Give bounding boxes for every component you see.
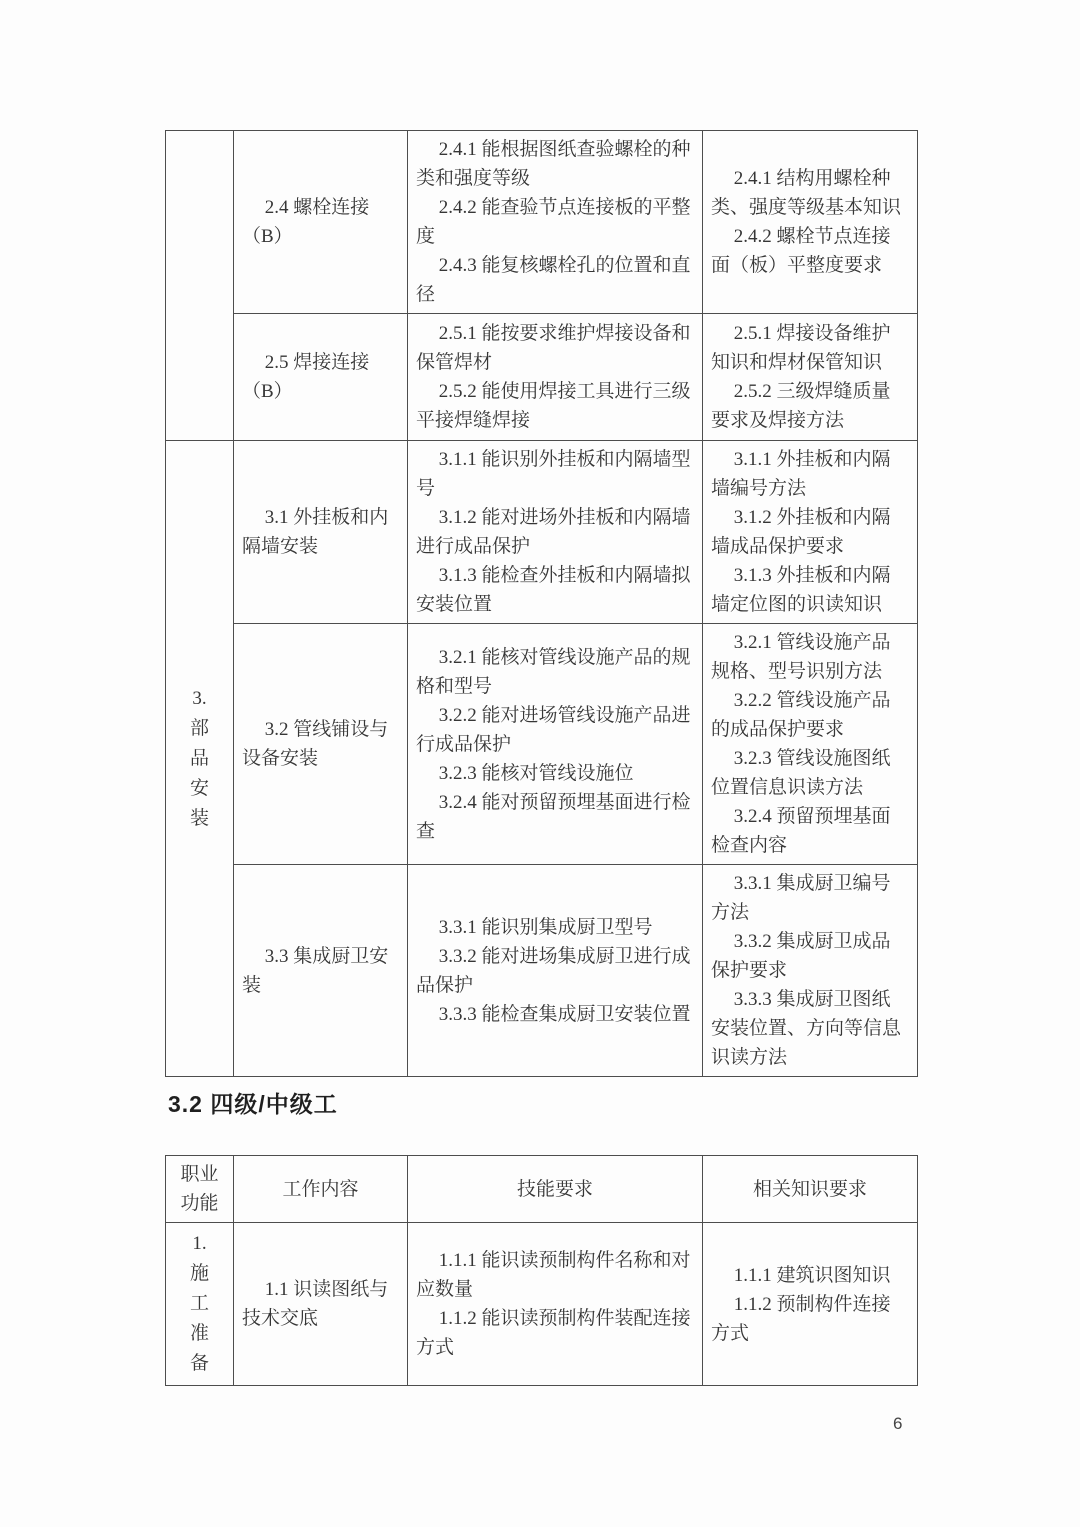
work-content-cell (234, 441, 408, 624)
knowledge-item: 3.1.1 外挂板和内隔墙编号方法 (711, 449, 891, 499)
knowledge-item: 3.2.4 预留预埋基面检查内容 (711, 806, 891, 856)
page-number: 6 (893, 1414, 903, 1433)
table-row (166, 624, 918, 865)
skill-item: 2.4.1 能根据图纸查验螺栓的种类和强度等级 (416, 139, 691, 189)
knowledge-item: 3.1.2 外挂板和内隔墙成品保护要求 (711, 507, 891, 557)
work-content-label: 3.2 管线铺设与设备安装 (242, 719, 389, 769)
knowledge-item: 2.4.2 螺栓节点连接面（板）平整度要求 (711, 226, 891, 276)
knowledge-requirements-cell (703, 1223, 918, 1386)
work-content-label: 3.3 集成厨卫安装 (242, 945, 389, 996)
function-label-char: 1. (192, 1233, 207, 1254)
skill-requirements-cell (408, 441, 703, 624)
table-level4-header (166, 1156, 918, 1223)
knowledge-item: 3.3.1 集成厨卫编号方法 (711, 873, 891, 923)
skill-item: 3.2.3 能核对管线设施位 (438, 762, 634, 784)
knowledge-requirements-cell (703, 131, 918, 314)
knowledge-item: 3.3.3 集成厨卫图纸安装位置、方向等信息识读方法 (711, 989, 902, 1068)
function-cell-continued (166, 131, 234, 441)
skill-requirements-cell (408, 624, 703, 865)
function-label-char: 备 (189, 1353, 209, 1374)
table-level4-body (166, 1223, 918, 1386)
skill-item: 3.1.3 能检查外挂板和内隔墙拟安装位置 (416, 565, 691, 615)
skill-item: 3.2.1 能核对管线设施产品的规格和型号 (416, 646, 691, 697)
skill-item: 1.1.1 能识读预制构件名称和对应数量 (416, 1250, 691, 1300)
function-label-char: 工 (189, 1293, 209, 1314)
table-row (166, 131, 918, 314)
skill-item: 2.4.2 能查验节点连接板的平整度 (416, 197, 691, 247)
knowledge-item: 1.1.1 建筑识图知识 (733, 1264, 891, 1286)
work-content-cell (234, 314, 408, 441)
knowledge-item: 1.1.2 预制构件连接方式 (711, 1293, 891, 1344)
work-content-label: 3.1 外挂板和内隔墙安装 (242, 507, 389, 557)
work-content-label: 1.1 识读图纸与技术交底 (242, 1279, 389, 1329)
table-row (166, 1223, 918, 1386)
knowledge-item: 3.2.2 管线设施产品的成品保护要求 (711, 690, 891, 740)
function-cell-component-installation (166, 441, 234, 1077)
skill-item: 2.5.2 能使用焊接工具进行三级平接焊缝焊接 (416, 381, 691, 431)
skill-requirements-cell (408, 865, 703, 1077)
work-content-cell (234, 1223, 408, 1386)
header-row (166, 1156, 918, 1223)
skill-item: 2.4.3 能复核螺栓孔的位置和直径 (416, 255, 691, 305)
knowledge-item: 2.5.1 焊接设备维护知识和焊材保管知识 (711, 323, 891, 373)
skill-item: 3.2.4 能对预留预埋基面进行检查 (416, 791, 691, 842)
skill-item: 3.1.2 能对进场外挂板和内隔墙进行成品保护 (416, 507, 691, 557)
function-label-char: 施 (189, 1263, 209, 1284)
col-header-knowledge-requirements: 相关知识要求 (703, 1156, 918, 1223)
skill-item: 3.3.3 能检查集成厨卫安装位置 (438, 1003, 691, 1025)
skill-item: 3.3.2 能对进场集成厨卫进行成品保护 (416, 945, 691, 996)
knowledge-requirements-cell (703, 441, 918, 624)
section-heading: 3.2 四级/中级工 (168, 1091, 338, 1117)
skill-item: 3.1.1 能识别外挂板和内隔墙型号 (416, 449, 691, 499)
knowledge-item: 3.2.1 管线设施产品规格、型号识别方法 (711, 632, 891, 682)
table-level3-body (166, 131, 918, 1077)
work-content-label: 2.4 螺栓连接（B） (242, 197, 370, 247)
work-content-cell (234, 865, 408, 1077)
knowledge-requirements-cell (703, 314, 918, 441)
work-content-label: 2.5 焊接连接（B） (242, 352, 370, 402)
skill-item: 1.1.2 能识读预制构件装配连接方式 (416, 1308, 691, 1358)
skill-item: 2.5.1 能按要求维护焊接设备和保管焊材 (416, 323, 691, 373)
function-label-char: 装 (189, 807, 209, 829)
knowledge-item: 2.5.2 三级焊缝质量要求及焊接方法 (711, 381, 891, 431)
skill-requirements-cell (408, 131, 703, 314)
work-content-cell (234, 131, 408, 314)
function-label-char: 准 (189, 1323, 209, 1344)
table-level4-intermediate-worker (165, 1155, 918, 1386)
knowledge-item: 3.3.2 集成厨卫成品保护要求 (711, 931, 891, 981)
knowledge-item: 3.1.3 外挂板和内隔墙定位图的识读知识 (711, 565, 891, 615)
skill-item: 3.3.1 能识别集成厨卫型号 (438, 916, 653, 938)
skill-requirements-cell (408, 1223, 703, 1386)
knowledge-requirements-cell (703, 865, 918, 1077)
function-label-char: 品 (189, 747, 209, 769)
knowledge-item: 3.2.3 管线设施图纸位置信息识读方法 (711, 748, 891, 798)
skill-item: 3.2.2 能对进场管线设施产品进行成品保护 (416, 704, 691, 755)
knowledge-requirements-cell (703, 624, 918, 865)
work-content-cell (234, 624, 408, 865)
col-header-work-content: 工作内容 (234, 1156, 408, 1223)
table-row (166, 865, 918, 1077)
function-label-char: 3. (192, 687, 207, 709)
function-cell-construction-preparation (166, 1223, 234, 1386)
function-label-char: 安 (189, 777, 209, 799)
col-header-skill-requirements: 技能要求 (408, 1156, 703, 1223)
table-row (166, 441, 918, 624)
col-header-occupational-function: 职业功能 (166, 1156, 234, 1223)
table-row (166, 314, 918, 441)
skill-requirements-cell (408, 314, 703, 441)
table-level3-skill-requirements (165, 130, 918, 1077)
knowledge-item: 2.4.1 结构用螺栓种类、强度等级基本知识 (711, 168, 902, 218)
function-label-char: 部 (189, 717, 209, 739)
